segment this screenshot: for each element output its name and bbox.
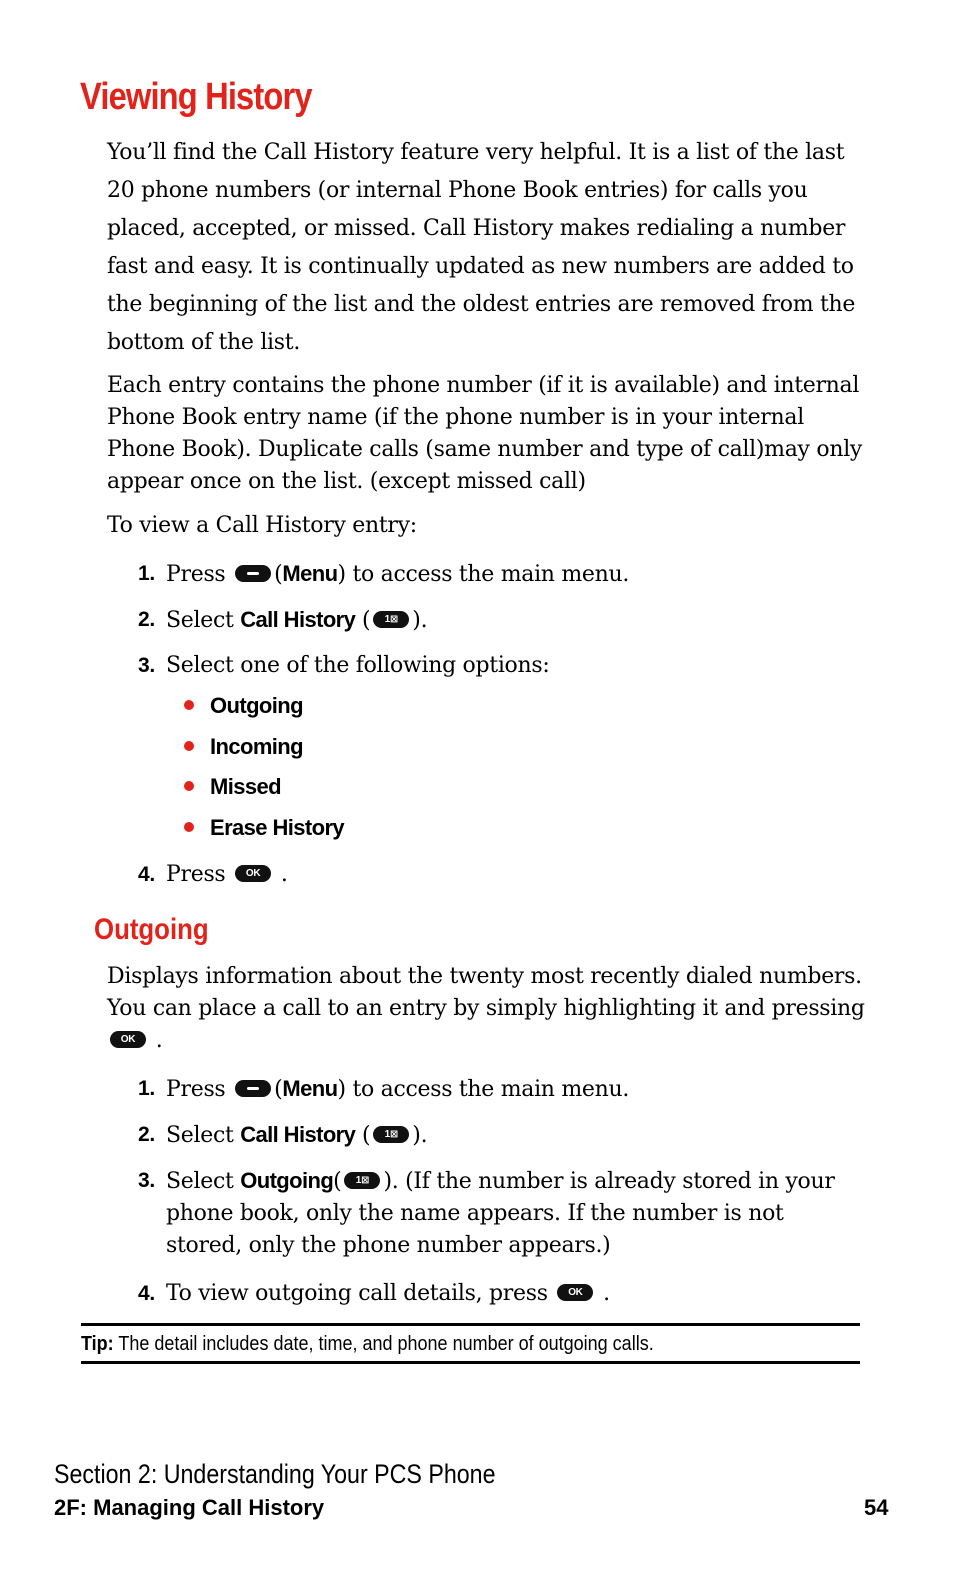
step-text: ) to access the main menu. (337, 562, 630, 587)
step-text: ). (412, 1123, 428, 1148)
step-text: ). (If the number is already stored in your phone book, only the name appears. If the number is not stored, only the phone number appears.) (166, 1169, 835, 1258)
ok-key-icon: OK (557, 1284, 593, 1301)
footer-section: Section 2: Understanding Your PCS Phone (54, 1459, 496, 1489)
page-title: Viewing History (80, 76, 312, 118)
option-item (184, 690, 303, 722)
step-text: To view outgoing call details, press (166, 1281, 548, 1306)
option-label: Incoming (210, 734, 303, 759)
outgoing-heading: Outgoing (94, 913, 209, 946)
outgoing-step-3 (138, 1165, 858, 1262)
step-text: ( (333, 1169, 342, 1194)
call-history-label: Call History (240, 1122, 356, 1147)
bullet-icon (184, 741, 194, 751)
step-text: ( (274, 562, 283, 587)
option-label: Erase History (210, 815, 345, 840)
step-text: ( (361, 1123, 371, 1148)
tip-box (81, 1329, 783, 1359)
option-item (184, 731, 303, 763)
menu-label: Menu (282, 561, 338, 586)
view-step-3 (138, 650, 858, 682)
outgoing-step-1 (138, 1073, 858, 1106)
step-text: Press (166, 562, 226, 587)
outgoing-step-2 (138, 1119, 858, 1152)
step-text: Press (166, 862, 226, 887)
step-number: 2. (138, 608, 155, 631)
outgoing-description (107, 961, 867, 1057)
view-intro: To view a Call History entry: (107, 513, 417, 538)
step-text: ( (274, 1077, 283, 1102)
view-step-4 (138, 859, 858, 891)
intro-paragraph: You’ll find the Call History feature very helpful. It is a list of the last 20 phone numbers (or internal Phone Book entries) for calls you placed, accepted, or missed. Call History makes redialing a number fast and easy. It is continually updated as new numbers are added to the beginning of the list and the oldest entries are removed from the bottom of the list. (107, 140, 856, 355)
tip-text: The detail includes date, time, and phone number of outgoing calls. (118, 1333, 654, 1355)
step-number: 3. (138, 1169, 155, 1192)
step-number: 1. (138, 562, 155, 585)
step-number: 4. (138, 863, 155, 886)
bullet-icon (184, 781, 194, 791)
tip-label: Tip: (81, 1333, 114, 1355)
step-text: Press (166, 1077, 226, 1102)
page-number: 54 (864, 1495, 889, 1520)
option-label: Missed (210, 774, 281, 799)
one-key-icon: 1⊠ (373, 1126, 409, 1143)
step-text: ( (361, 608, 371, 633)
outgoing-description-end: . (155, 1028, 163, 1053)
menu-softkey-icon (235, 1080, 271, 1097)
one-key-icon: 1⊠ (344, 1172, 380, 1189)
step-text: ). (412, 608, 428, 633)
option-item (184, 812, 344, 844)
step-number: 2. (138, 1123, 155, 1146)
step-text: Select (166, 608, 234, 633)
step-text: . (280, 862, 288, 887)
step-text: . (603, 1281, 610, 1306)
one-key-icon: 1⊠ (373, 611, 409, 628)
bullet-icon (184, 822, 194, 832)
step-text: Select (166, 1169, 234, 1194)
step-text: Select one of the following options: (166, 653, 550, 678)
menu-label: Menu (282, 1076, 338, 1101)
step-number: 1. (138, 1077, 155, 1100)
step-text: ) to access the main menu. (337, 1077, 630, 1102)
outgoing-step-4 (138, 1278, 858, 1310)
view-step-1 (138, 558, 858, 591)
outgoing-description-text: Displays information about the twenty most recently dialed numbers. You can place a call to an entry by simply highlighting it and pressing (107, 964, 865, 1021)
step-number: 3. (138, 654, 155, 677)
view-step-2 (138, 604, 858, 637)
outgoing-label: Outgoing (240, 1168, 334, 1193)
tip-rule-top (81, 1323, 860, 1326)
step-number: 4. (138, 1282, 155, 1305)
call-history-label: Call History (240, 607, 356, 632)
entry-paragraph: Each entry contains the phone number (if it is available) and internal Phone Book entry name (if the phone number is in your internal Phone Book). Duplicate calls (same number and type of call)may only appear once on the list. (except missed call) (107, 373, 863, 494)
option-label: Outgoing (210, 693, 303, 718)
menu-softkey-icon (235, 565, 271, 582)
tip-rule-bottom (81, 1361, 860, 1364)
bullet-icon (184, 700, 194, 710)
ok-key-icon: OK (110, 1031, 146, 1048)
step-text: Select (166, 1123, 234, 1148)
footer-chapter: 2F: Managing Call History (54, 1495, 325, 1520)
option-item (184, 771, 281, 803)
ok-key-icon: OK (235, 865, 271, 882)
